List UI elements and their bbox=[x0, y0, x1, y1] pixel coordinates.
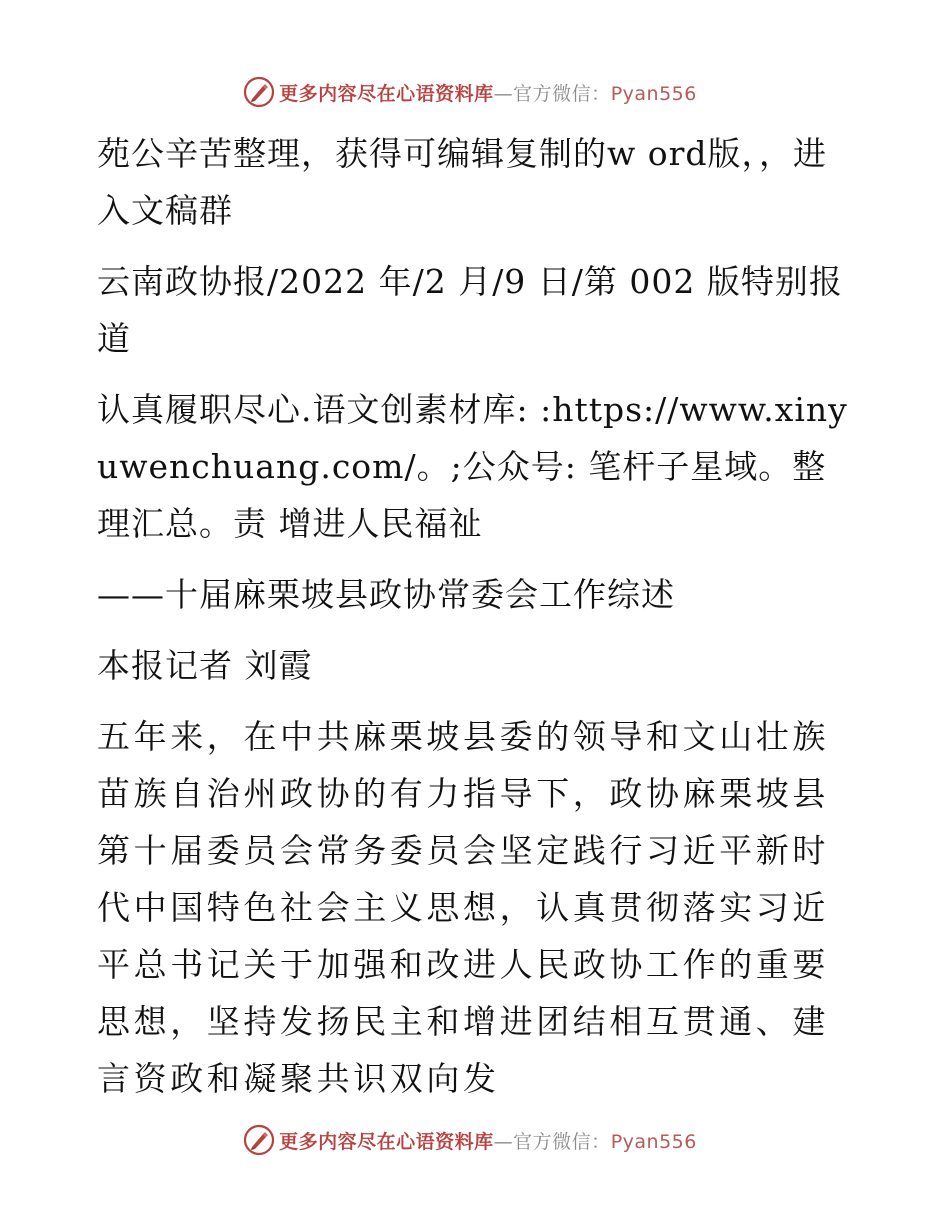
paragraph-title: 认真履职尽心.语文创素材库: :https://www.xinyuwenchuang.com/。;公众号: 笔杆子星域。整理汇总。责 增进人民福祉 bbox=[97, 390, 848, 543]
banner-separator: — bbox=[493, 1130, 514, 1153]
banner-text-footer bbox=[279, 1127, 697, 1154]
banner-wechat: Pyan556 bbox=[610, 82, 697, 105]
footer-banner bbox=[0, 1120, 950, 1160]
banner-title: 更多内容尽在心语资料库 bbox=[279, 1130, 494, 1153]
banner-separator: — bbox=[493, 82, 514, 105]
paragraph-byline: 本报记者 刘霞 bbox=[97, 646, 313, 685]
banner-inner bbox=[243, 76, 697, 108]
banner-wechat: Pyan556 bbox=[610, 1130, 697, 1153]
paragraph-subtitle: ——十届麻栗坡县政协常委会工作综述 bbox=[97, 575, 675, 614]
pen-logo-icon bbox=[243, 1124, 275, 1156]
banner-sub: 官方微信： bbox=[513, 82, 611, 105]
document-body bbox=[97, 125, 857, 1121]
header-banner bbox=[0, 72, 950, 112]
banner-title: 更多内容尽在心语资料库 bbox=[279, 82, 494, 105]
paragraph-source: 云南政协报/2022 年/2 月/9 日/第 002 版特别报道 bbox=[97, 262, 843, 358]
banner-text bbox=[279, 79, 697, 106]
pen-logo-icon bbox=[243, 76, 275, 108]
banner-inner-footer bbox=[243, 1124, 697, 1156]
banner-sub: 官方微信： bbox=[513, 1130, 611, 1153]
paragraph-intro: 苑公辛苦整理，获得可编辑复制的w ord版，，进入文稿群 bbox=[97, 134, 828, 230]
paragraph-body: 五年来，在中共麻栗坡县委的领导和文山壮族苗族自治州政协的有力指导下，政协麻栗坡县第十届委员会常务委员会坚定践行习近平新时代中国特色社会主义思想，认真贯彻落实习近平总书记关于加强和改进人民政协工作的重要思想，坚持发扬民主和增进团结相互贯通、建言资政和凝聚共识双向发 bbox=[97, 717, 829, 1098]
